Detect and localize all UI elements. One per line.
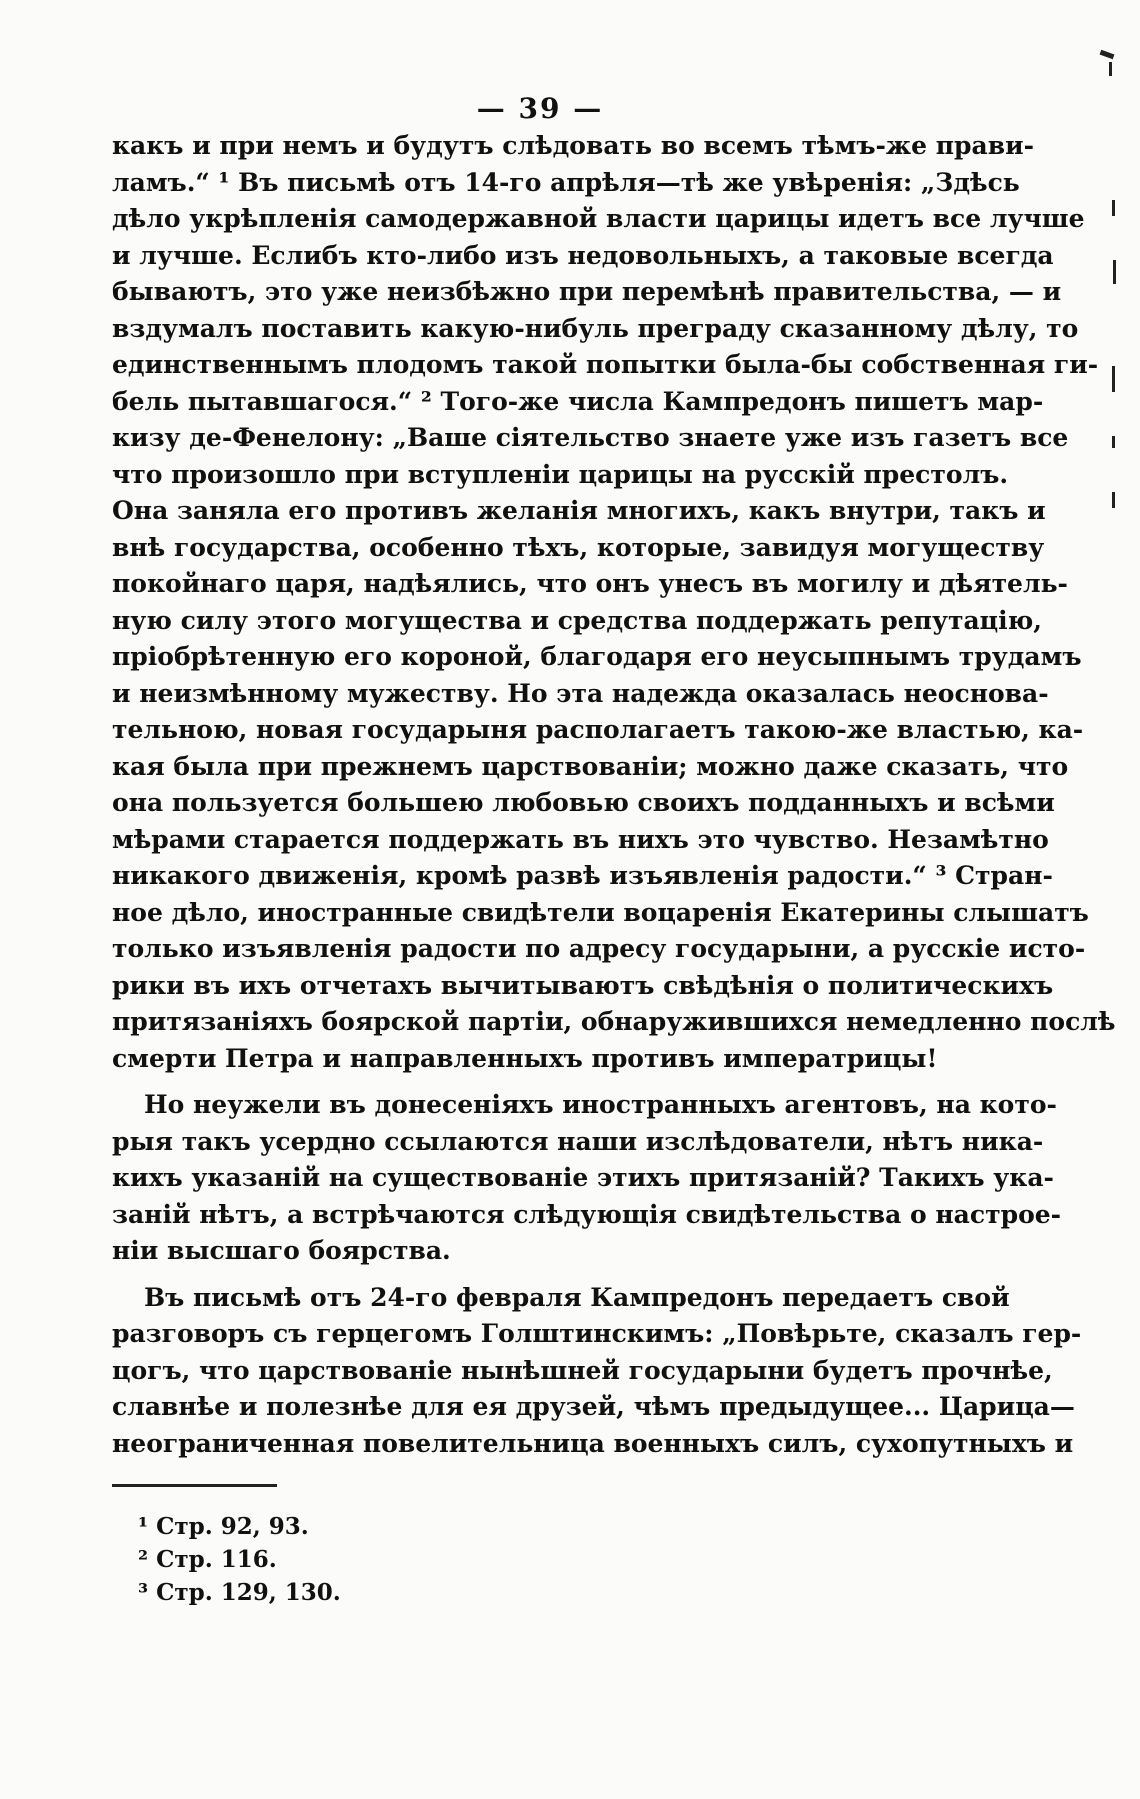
scan-mark [1113,260,1116,284]
text-line: только изъявленія радости по адресу государыни, а русскіе исто- [112,934,1086,963]
text-line: Но неужели въ донесеніяхъ иностранныхъ агентовъ, на кото- [144,1090,1057,1119]
text-line: тельною, новая государыня располагаетъ такою-же властью, ка- [112,715,1084,744]
text-line: славнѣе и полезнѣе для ея друзей, чѣмъ предыдущее... Царица— [112,1392,1075,1421]
text-line: кизу де-Фенелону: „Ваше сіятельство знаете уже изъ газетъ все [112,423,1069,452]
text-line: ную силу этого могущества и средства поддержать репутацію, [112,605,1042,635]
footnote-divider [112,1484,277,1487]
text-line: кая была при прежнемъ царствованіи; можно даже сказать, что [112,751,1069,781]
text-line: неограниченная повелительница военныхъ силъ, сухопутныхъ и [112,1428,1074,1458]
text-line: бель пытавшагося.“ ² Того-же числа Кампредонъ пишетъ мар- [112,386,1044,416]
text-line: ламъ.“ ¹ Въ письмѣ отъ 14-го апрѣля—тѣ же увѣренія: „Здѣсь [112,167,1020,197]
scan-mark [1112,492,1115,508]
footnote-3: ³ Стр. 129, 130. [138,1579,341,1606]
scan-mark [1112,366,1115,392]
text-line: разговоръ съ герцегомъ Голштинскимъ: „Повѣрьте, сказалъ гер- [112,1319,1082,1348]
paragraph-3 [112,1280,1082,1463]
text-line: дѣло укрѣпленія самодержавной власти царицы идетъ все лучше [112,204,1085,233]
text-line: вздумалъ поставить какую-нибуль преграду сказанному дѣлу, то [112,313,1079,343]
text-line: никакого движенія, кромѣ развѣ изъявленія радости.“ ³ Стран- [112,861,1053,890]
scan-mark [1109,62,1112,76]
text-line: заній нѣтъ, а встрѣчаются слѣдующія свидѣтельства о настрое- [112,1199,1062,1229]
text-line: единственнымъ плодомъ такой попытки была-бы собственная ги- [112,350,1099,379]
text-line: какъ и при немъ и будутъ слѣдовать во всемъ тѣмъ-же прави- [112,131,1035,160]
text-line: покойнаго царя, надѣялись, что онъ унесъ въ могилу и дѣятель- [112,569,1068,598]
text-line: и неизмѣнному мужеству. Но эта надежда оказалась неоснова- [112,678,1049,708]
text-line: рыя такъ усердно ссылаются наши изслѣдователи, нѣтъ никa- [112,1126,1044,1156]
text-line: смерти Петра и направленныхъ противъ императрицы! [112,1043,938,1073]
text-line: Въ письмѣ отъ 24-го февраля Кампредонъ передаетъ свой [144,1282,1010,1312]
text-line: мѣрами старается поддержать въ нихъ это чувство. Незамѣтно [112,824,1049,854]
text-line: она пользуется большею любовью своихъ подданныхъ и всѣми [112,788,1055,817]
footnotes [138,1510,341,1609]
footnote-1: ¹ Стр. 92, 93. [138,1513,309,1540]
text-line: и лучше. Еслибъ кто-либо изъ недовольныхъ, а таковые всегда [112,240,1054,270]
text-line: ніи высшаго боярства. [112,1236,451,1265]
text-line: пріобрѣтенную его короной, благодаря его неусыпнымъ трудамъ [112,642,1082,671]
footnote-2: ² Стр. 116. [138,1546,277,1573]
paragraph-1 [112,128,1116,1077]
text-line: цогъ, что царствованіе нынѣшней государыни будетъ прочнѣе, [112,1355,1053,1385]
text-line: внѣ государства, особенно тѣхъ, которые, завидуя могуществу [112,532,1045,562]
page-number: — 39 — [476,92,604,125]
text-line: ное дѣло, иностранные свидѣтели воцаренія Екатерины слышатъ [112,897,1089,927]
text-line: притязаніяхъ боярской партіи, обнаружившихся немедленно послѣ [112,1007,1116,1036]
text-line: бываютъ, это уже неизбѣжно при перемѣнѣ правительства, — и [112,277,1062,306]
main-text [112,128,1116,1462]
text-line: Она заняла его противъ желанія многихъ, какъ внутри, такъ и [112,496,1046,525]
text-line: кихъ указаній на существованіе этихъ притязаній? Такихъ ука- [112,1163,1054,1192]
text-line: что произошло при вступленіи царицы на русскій престолъ. [112,459,1009,489]
scan-mark [1112,200,1115,216]
scan-mark [1100,50,1115,59]
scan-mark [1112,436,1115,448]
paragraph-2 [112,1087,1062,1270]
text-line: рики въ ихъ отчетахъ вычитываютъ свѣдѣнія о политическихъ [112,970,1054,1000]
